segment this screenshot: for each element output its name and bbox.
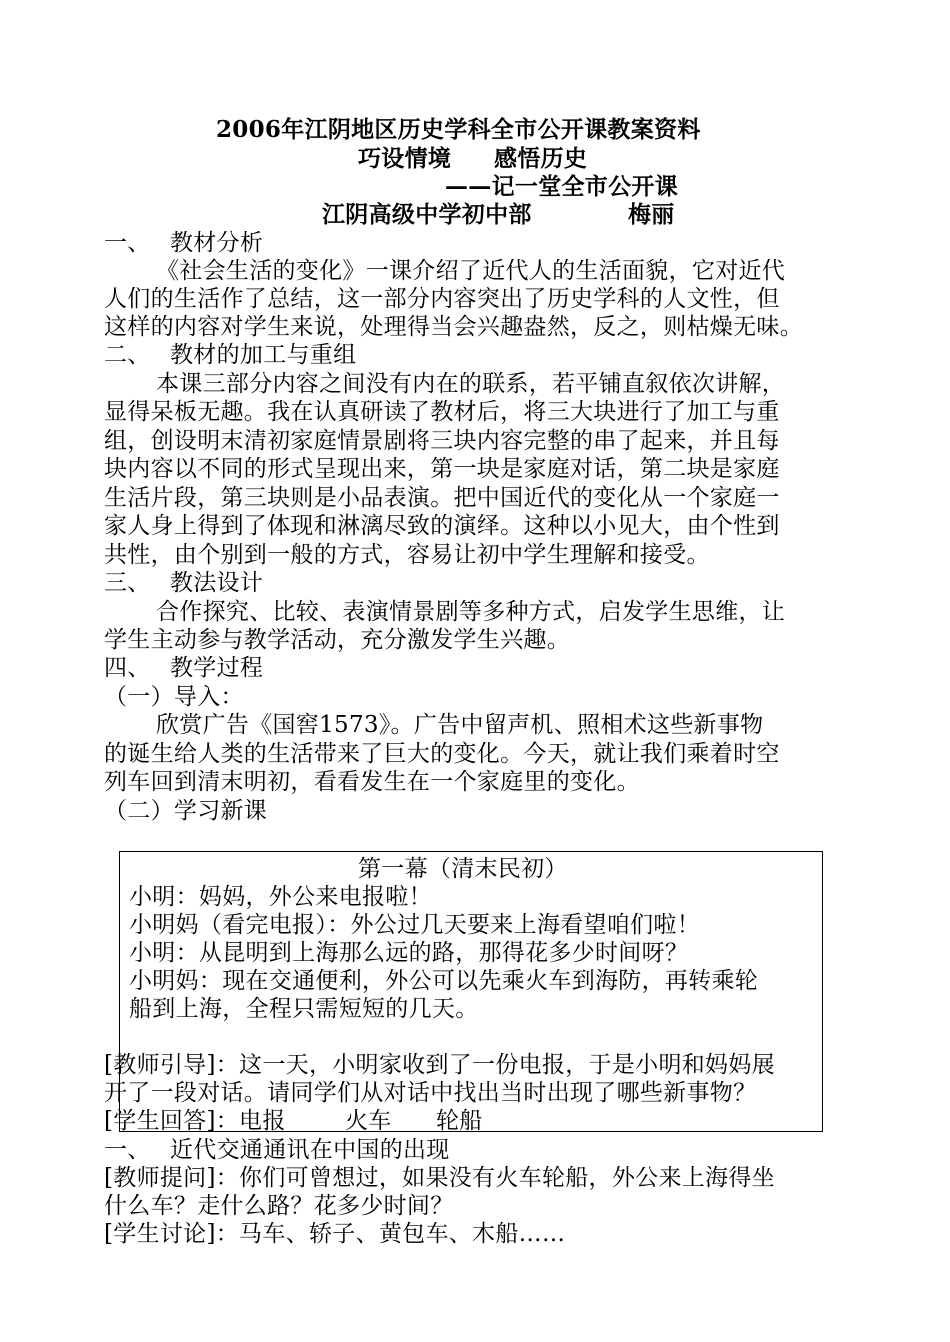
document-title: 2006年江阴地区历史学科全市公开课教案资料	[216, 116, 701, 143]
section-1-line: 人们的生活作了总结，这一部分内容突出了历史学科的人文性，但	[104, 286, 780, 312]
section-1-heading: 教材分析	[170, 230, 264, 256]
section-2-line: 家人身上得到了体现和淋漓尽致的演绎。这种以小见大，由个性到	[104, 513, 780, 539]
section-3-line: 学生主动参与教学活动，充分激发学生兴趣。	[104, 627, 570, 653]
school-name: 江阴高级中学初中部	[322, 201, 532, 228]
part-2-heading: （二）学习新课	[104, 798, 268, 824]
teacher-guide-line: [教师引导]：这一天，小明家收到了一份电报，于是小明和妈妈展	[104, 1052, 775, 1078]
part-1-line: 列车回到清末明初，看看发生在一个家庭里的变化。	[104, 769, 640, 795]
section-2-heading: 教材的加工与重组	[170, 342, 357, 368]
subtitle-part-b: 感悟历史	[494, 145, 588, 172]
subtitle-part-a: 巧设情境	[358, 145, 452, 172]
scene-dialogue-line: 船到上海，全程只需短短的几天。	[129, 996, 479, 1022]
section-3-line: 合作探究、比较、表演情景剧等多种方式，启发学生思维，让	[156, 599, 786, 625]
scene-dialogue-line: 小明妈（看完电报）：外公过几天要来上海看望咱们啦！	[129, 912, 700, 938]
topic-number: 一、	[104, 1137, 151, 1163]
scene-dialogue-line: 小明：从昆明到上海那么远的路，那得花多少时间呀？	[129, 940, 689, 966]
section-1-line: 《社会生活的变化》一课介绍了近代人的生活面貌，它对近代	[156, 258, 786, 284]
scene-dialogue-line: 小明妈：现在交通便利，外公可以先乘火车到海防，再转乘轮	[129, 968, 759, 994]
section-1-line: 这样的内容对学生来说，处理得当会兴趣盎然，反之，则枯燥无味。	[104, 314, 803, 340]
section-1-number: 一、	[104, 230, 151, 256]
subtitle-record: ——记一堂全市公开课	[445, 173, 678, 200]
section-2-line: 生活片段，第三块则是小品表演。把中国近代的变化从一个家庭一	[104, 485, 780, 511]
student-answer-label: [学生回答]：电报	[104, 1108, 286, 1134]
section-2-line: 共性，由个别到一般的方式，容易让初中学生理解和接受。	[104, 542, 710, 568]
teacher-question-line: 什么车？走什么路？花多少时间？	[104, 1193, 454, 1219]
teacher-question-line: [教师提问]：你们可曾想过，如果没有火车轮船，外公来上海得坐	[104, 1165, 775, 1191]
scene-dialogue-line: 小明：妈妈，外公来电报啦！	[129, 884, 432, 910]
part-1-line: 的诞生给人类的生活带来了巨大的变化。今天，就让我们乘着时空	[104, 741, 780, 767]
student-answer-item: 轮船	[436, 1108, 483, 1134]
student-discussion: [学生讨论]：马车、轿子、黄包车、木船……	[104, 1221, 566, 1247]
part-1-heading: （一）导入：	[104, 684, 244, 710]
section-3-number: 三、	[104, 570, 151, 596]
section-2-line: 块内容以不同的形式呈现出来，第一块是家庭对话，第二块是家庭	[104, 456, 780, 482]
section-2-line: 显得呆板无趣。我在认真研读了教材后，将三大块进行了加工与重	[104, 399, 780, 425]
student-answer-item: 火车	[345, 1108, 392, 1134]
section-2-line: 本课三部分内容之间没有内在的联系，若平铺直叙依次讲解，	[156, 371, 786, 397]
section-2-number: 二、	[104, 342, 151, 368]
topic-heading: 近代交通通讯在中国的出现	[170, 1137, 450, 1163]
section-4-heading: 教学过程	[170, 655, 264, 681]
part-1-line: 欣赏广告《国窖1573》。广告中留声机、照相术这些新事物	[156, 712, 764, 738]
section-4-number: 四、	[104, 655, 151, 681]
scene-title: 第一幕（清末民初）	[358, 856, 568, 882]
author-name: 梅丽	[628, 201, 675, 228]
teacher-guide-line: 开了一段对话。请同学们从对话中找出当时出现了哪些新事物？	[104, 1080, 757, 1106]
section-2-line: 组，创设明末清初家庭情景剧将三块内容完整的串了起来，并且每	[104, 428, 780, 454]
section-3-heading: 教法设计	[170, 570, 264, 596]
